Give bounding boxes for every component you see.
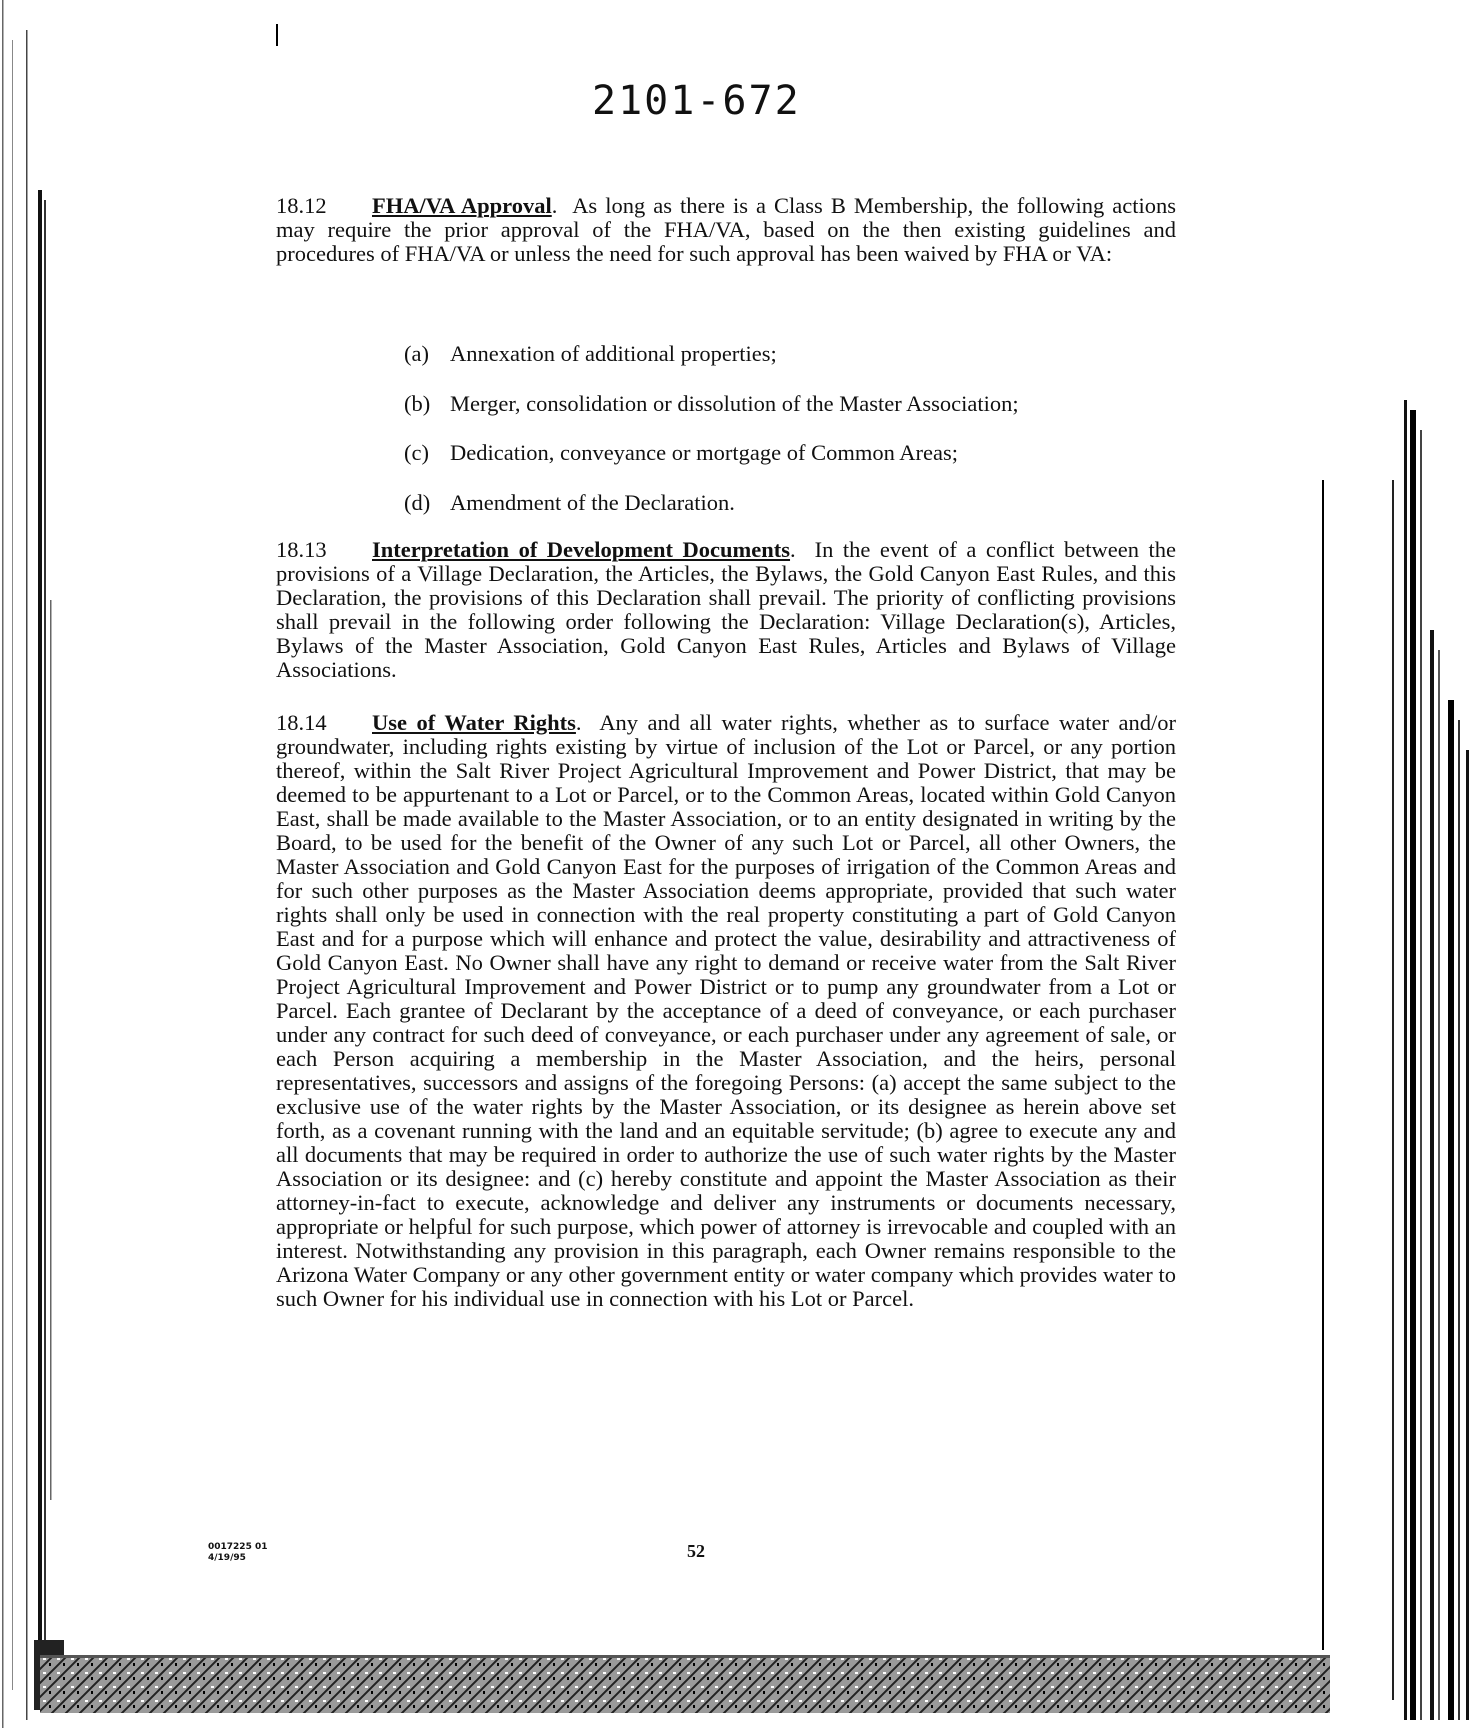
scan-mark	[276, 24, 278, 46]
section-18-14	[276, 711, 1176, 1311]
document-number: 2101-672	[592, 78, 801, 124]
list-marker: (c)	[404, 440, 429, 465]
list-item	[404, 342, 1164, 392]
footer-document-code	[208, 1542, 268, 1564]
title-period: .	[790, 537, 815, 562]
list-item-text: Annexation of additional properties;	[450, 341, 777, 366]
title-period: .	[551, 193, 573, 218]
scan-noise-bottom	[40, 1655, 1330, 1713]
section-number: 18.13	[276, 537, 327, 562]
list-item-text: Dedication, conveyance or mortgage of Common Areas;	[450, 440, 958, 465]
list-marker: (a)	[404, 341, 429, 366]
section-number: 18.14	[276, 710, 327, 735]
approval-items-list	[404, 342, 1164, 540]
page-number: 52	[687, 1541, 705, 1561]
list-marker: (b)	[404, 390, 431, 416]
list-item-text: Merger, consolidation or dissolution of the Master Association;	[450, 390, 1019, 416]
section-title: Use of Water Rights	[372, 710, 576, 735]
list-item	[404, 441, 1164, 491]
footer-code-line: 0017225 01	[208, 1542, 268, 1552]
section-18-12	[276, 194, 1176, 266]
section-number: 18.12	[276, 193, 327, 218]
section-title: FHA/VA Approval	[372, 193, 552, 218]
section-18-13	[276, 538, 1176, 682]
list-marker: (d)	[404, 489, 431, 515]
list-item	[404, 392, 1164, 442]
list-item-text: Amendment of the Declaration.	[450, 489, 735, 515]
section-body: As long as there is a Class B Membership, the following actions may require the prior approval of the FHA/VA, based on the then existing guidelines and procedures of FHA/VA or unless the need for such approval has been waived by FHA or VA:	[276, 193, 1177, 266]
section-title: Interpretation of Development Documents	[372, 537, 791, 562]
scan-mark	[1322, 480, 1324, 1650]
footer-date-line: 4/19/95	[208, 1553, 246, 1563]
scan-edge-right	[1392, 400, 1472, 1728]
section-body: In the event of a conflict between the provisions of a Village Declaration, the Articles, the Bylaws, the Gold Canyon East Rules, and this Declaration, the provisions of this Declaration shall prevail. The priority of conflicting provisions shall prevail in the following order following the Declaration: Village Declaration(s), Articles, Bylaws of the Master Association, Gold Canyon East Rules, Articles and Bylaws of Village Associations.	[276, 537, 1176, 682]
scan-edge-left	[0, 0, 70, 1728]
section-body: Any and all water rights, whether as to surface water and/or groundwater, including rights existing by virtue of inclusion of the Lot or Parcel, or any portion thereof, within the Salt River Project Agricultural Improvement and Power District, that may be deemed to be appurtenant to a Lot or Parcel, or to the Common Areas, located within Gold Canyon East, shall be made available to the Master Association, or to an entity designated in writing by the Board, to be used for the benefit of the Owner of any such Lot or Parcel, all other Owners, the Master Association and Gold Canyon East for the purposes of irrigation of the Common Areas and for such other purposes as the Master Association deems appropriate, provided that such water rights shall only be used in connection with the real property constituting a part of Gold Canyon East and for a purpose which will enhance and protect the value, desirability and attractiveness of Gold Canyon East. No Owner shall have any right to demand or receive water from the Salt River Project Agricultural Improvement and Power District or to pump any groundwater from a Lot or Parcel. Each grantee of Declarant by the acceptance of a deed of conveyance, or each purchaser under any contract for such deed of conveyance, or each purchaser under any agreement of sale, or each Person acquiring a membership in the Master Association, and the heirs, personal representatives, successors and assigns of the foregoing Persons: (a) accept the same subject to the exclusive use of the water rights by the Master Association, or its designee as herein above set forth, as a covenant running with the land and an equitable servitude; (b) agree to execute any and all documents that may be required in order to authorize the use of such water rights by the Master Association or its designee: and (c) hereby constitute and appoint the Master Association as their attorney-in-fact to execute, acknowledge and deliver any instruments or documents necessary, appropriate or helpful for such purpose, which power of attorney is irrevocable and coupled with an interest. Notwithstanding any provision in this paragraph, each Owner remains responsible to the Arizona Water Company or any other government entity or water company which provides water to such Owner for his individual use in connection with his Lot or Parcel.	[276, 710, 1176, 1311]
title-period: .	[575, 710, 600, 735]
list-item	[404, 491, 1164, 541]
